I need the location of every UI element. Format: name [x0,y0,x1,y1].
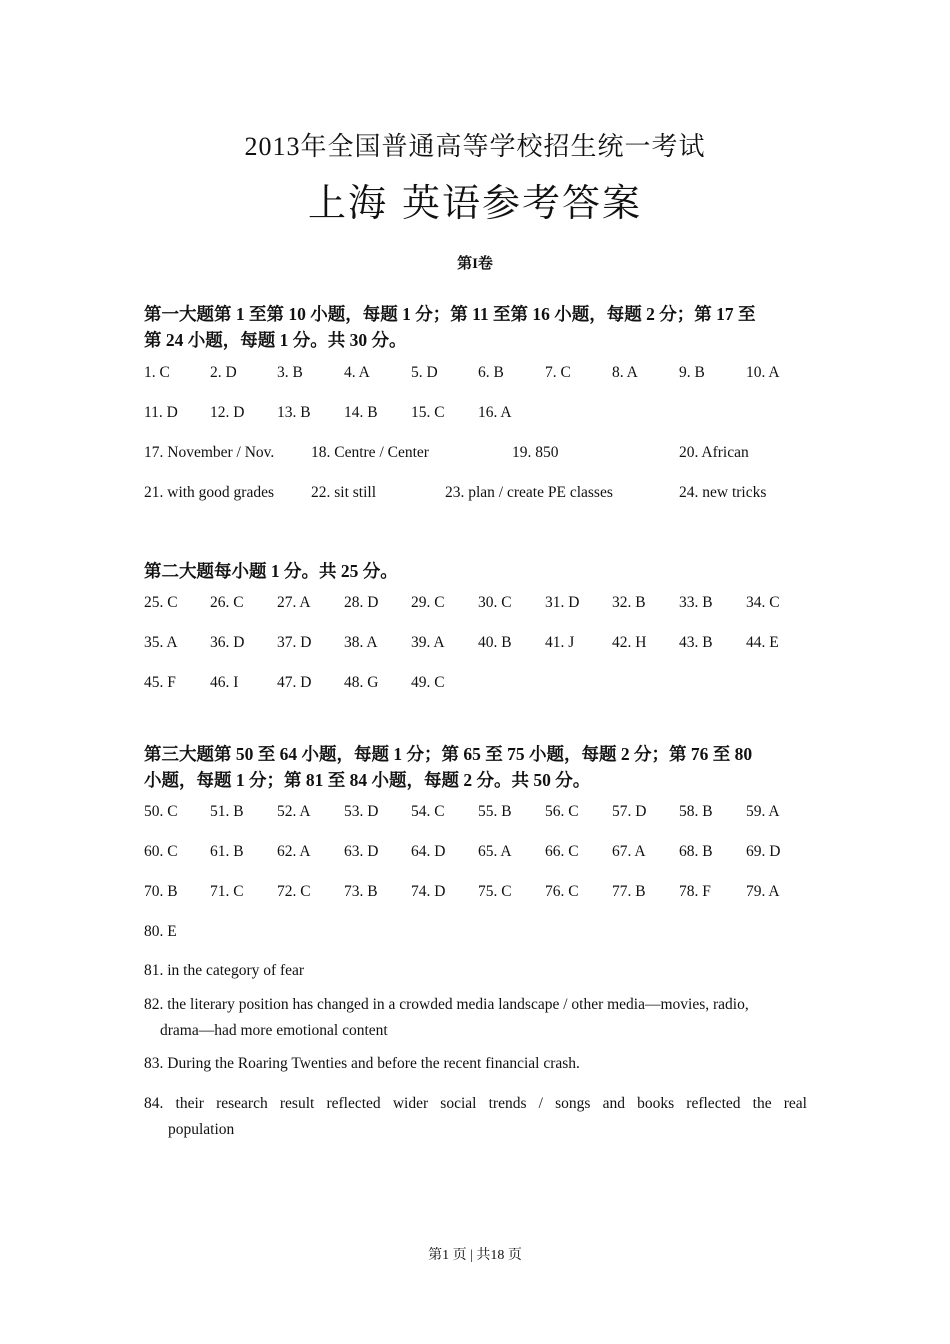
exam-title: 2013年全国普通高等学校招生统一考试 [244,132,706,161]
answer-82: 82. the literary position has changed in a crowded media landscape / other media—movies, radio, drama—had more emotional content [144,996,749,1039]
section2-heading: 第二大题每小题 1 分。共 25 分。 [144,561,398,581]
answer-item: 36. D [210,634,245,651]
answer-row [144,404,824,426]
answer-item: 24. new tricks [679,484,767,501]
answer-item: 75. C [478,883,512,900]
answer-item: 65. A [478,843,512,860]
answer-row [144,364,824,386]
answer-item: 56. C [545,803,579,820]
answer-item: 64. D [411,843,446,860]
answer-item: 15. C [411,404,445,421]
answer-item: 23. plan / create PE classes [445,484,613,501]
answer-item: 70. B [144,883,178,900]
answer-item: 44. E [746,634,779,651]
answer-item: 61. B [210,843,244,860]
answer-item: 3. B [277,364,303,381]
answer-item: 22. sit still [311,484,377,501]
answer-item: 2. D [210,364,237,381]
answer-81: 81. in the category of fear [144,962,305,979]
section3-heading: 第三大题第 50 至 64 小题，每题 1 分；第 65 至 75 小题，每题 2 分；第 76 至 80 小题，每题 1 分；第 81 至 84 小题，每题 2 分。共 50 分。 [144,744,753,790]
answer-item: 16. A [478,404,512,421]
section1-heading: 第一大题第 1 至第 10 小题，每题 1 分；第 11 至第 16 小题，每题 2 分；第 17 至 第 24 小题，每题 1 分。共 30 分。 [144,304,756,350]
answer-item: 76. C [545,883,579,900]
answer-item: 6. B [478,364,504,381]
answer-item: 26. C [210,594,244,611]
answer-item: 46. I [210,674,239,691]
answer-item: 4. A [344,364,370,381]
answer-item: 10. A [746,364,780,381]
answer-item: 57. D [612,803,647,820]
answer-item: 71. C [210,883,244,900]
answer-item: 77. B [612,883,646,900]
answer-item: 28. D [344,594,379,611]
answer-item: 7. C [545,364,571,381]
answer-item: 37. D [277,634,312,651]
answer-item: 40. B [478,634,512,651]
answer-row [144,594,824,616]
answer-item: 45. F [144,674,176,691]
answer-item: 42. H [612,634,647,651]
answer-item: 60. C [144,843,178,860]
answer-item: 9. B [679,364,705,381]
answer-item: 78. F [679,883,711,900]
answer-item: 73. B [344,883,378,900]
answer-item: 30. C [478,594,512,611]
answer-item: 21. with good grades [144,484,275,501]
answer-item: 49. C [411,674,445,691]
answer-item: 43. B [679,634,713,651]
answer-item: 35. A [144,634,178,651]
answer-item: 32. B [612,594,646,611]
answer-row [144,883,824,905]
answer-row [144,444,824,466]
answer-item: 62. A [277,843,311,860]
answer-item: 20. African [679,444,749,461]
answer-item: 74. D [411,883,446,900]
answer-item: 79. A [746,883,780,900]
answer-item: 50. C [144,803,178,820]
answer-row [144,674,824,696]
answer-item: 38. A [344,634,378,651]
answer-item: 8. A [612,364,638,381]
answer-item: 48. G [344,674,379,691]
answer-item: 68. B [679,843,713,860]
answer-row [144,634,824,656]
answer-item: 80. E [144,923,177,940]
answer-item: 55. B [478,803,512,820]
answer-item: 33. B [679,594,713,611]
answer-row [144,484,824,506]
answer-item: 53. D [344,803,379,820]
answer-item: 47. D [277,674,312,691]
answer-item: 34. C [746,594,780,611]
answer-item: 63. D [344,843,379,860]
answer-item: 39. A [411,634,445,651]
answer-item: 29. C [411,594,445,611]
answer-84: 84. their research result reflected wider social trends / songs and books reflected the real population [144,1095,807,1138]
answer-item: 72. C [277,883,311,900]
answer-item: 31. D [545,594,580,611]
answer-item: 19. 850 [512,444,559,461]
document-title: 上海 英语参考答案 [307,181,643,225]
answer-item: 11. D [144,404,178,421]
answer-item: 18. Centre / Center [311,444,429,461]
answer-item: 12. D [210,404,245,421]
answer-item: 66. C [545,843,579,860]
answer-row [144,803,824,825]
answer-83: 83. During the Roaring Twenties and before the recent financial crash. [144,1055,580,1072]
answer-item: 52. A [277,803,311,820]
answer-item: 59. A [746,803,780,820]
answer-item: 41. J [545,634,575,651]
answer-item: 58. B [679,803,713,820]
answer-item: 13. B [277,404,311,421]
answer-item: 1. C [144,364,170,381]
volume-label: 第I卷 [457,256,493,272]
page-footer: 第1 页 | 共18 页 [428,1248,522,1263]
answer-item: 51. B [210,803,244,820]
answer-row [144,843,824,865]
answer-item: 69. D [746,843,781,860]
answer-row [144,923,824,945]
answer-item: 17. November / Nov. [144,444,275,461]
answer-item: 67. A [612,843,646,860]
answer-item: 27. A [277,594,311,611]
answer-item: 25. C [144,594,178,611]
answer-item: 5. D [411,364,438,381]
answer-item: 54. C [411,803,445,820]
answer-item: 14. B [344,404,378,421]
